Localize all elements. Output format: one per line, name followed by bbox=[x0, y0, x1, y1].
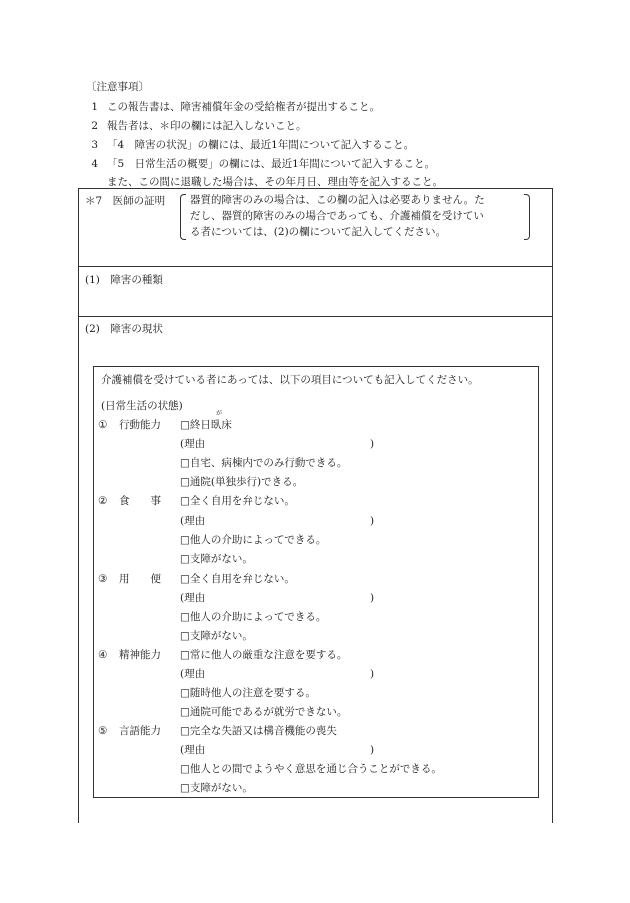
frame-top-border bbox=[78, 188, 553, 189]
daily-life-subheading: (日常生活の状態) bbox=[101, 400, 183, 412]
category-label: 精神能力 bbox=[119, 649, 161, 661]
category-number: ⑤ bbox=[98, 725, 108, 737]
category-number: ② bbox=[98, 495, 108, 507]
reason-open: (理由 bbox=[180, 744, 206, 756]
frame-right-border bbox=[552, 188, 553, 823]
note-text: 報告者は、＊印の欄には記入しないこと。 bbox=[107, 120, 307, 132]
care-box-bottom bbox=[93, 797, 539, 798]
note-text: この報告書は、障害補償年金の受給権者が提出すること。 bbox=[107, 101, 380, 113]
frame-left-border bbox=[78, 188, 79, 823]
reason-open: (理由 bbox=[180, 438, 206, 450]
checkbox-option: □通院(単独歩行)できる。 bbox=[180, 476, 304, 488]
row-divider bbox=[78, 266, 553, 267]
doctor-certificate-note: だし、器質的障害のみの場合であっても、介護補償を受けてい bbox=[190, 210, 484, 222]
checkbox-option: □全く自用を弁じない。 bbox=[180, 495, 295, 507]
note-number: 4 bbox=[91, 158, 98, 170]
bracket-right bbox=[524, 194, 530, 240]
reason-open: (理由 bbox=[180, 668, 206, 680]
checkbox-option: □他人の介助によってできる。 bbox=[180, 534, 327, 546]
disability-status-label: (2) 障害の現状 bbox=[85, 323, 163, 335]
bracket-left bbox=[180, 194, 186, 240]
notes-heading: 〔注意事項〕 bbox=[86, 81, 149, 93]
checkbox-option: □完全な失語又は構音機能の喪失 bbox=[180, 725, 337, 737]
category-number: ③ bbox=[98, 573, 108, 585]
note-number: 2 bbox=[91, 120, 98, 132]
care-box-left bbox=[93, 366, 94, 798]
category-label: 行動能力 bbox=[119, 419, 161, 431]
note-number: 3 bbox=[91, 139, 98, 151]
reason-close: ) bbox=[370, 668, 375, 680]
checkbox-option: □支障がない。 bbox=[180, 630, 253, 642]
doctor-certificate-note: る者については、(2)の欄について記入してください。 bbox=[190, 226, 446, 238]
doctor-certificate-label: ＊7 医師の証明 bbox=[85, 195, 166, 207]
reason-close: ) bbox=[370, 438, 375, 450]
care-box-top bbox=[93, 366, 539, 367]
checkbox-option: □常に他人の厳重な注意を要する。 bbox=[180, 649, 348, 661]
checkbox-option: □他人の介助によってできる。 bbox=[180, 611, 327, 623]
note-text: 「5 日常生活の概要」の欄には、最近1年間について記入すること。 bbox=[107, 158, 436, 170]
category-label: 用 便 bbox=[119, 573, 161, 585]
checkbox-option: □随時他人の注意を要する。 bbox=[180, 687, 316, 699]
doctor-certificate-note: 器質的障害のみの場合は、この欄の記入は必要ありません。た bbox=[190, 194, 485, 206]
reason-open: (理由 bbox=[180, 592, 206, 604]
category-number: ① bbox=[98, 419, 108, 431]
checkbox-option: □全く自用を弁じない。 bbox=[180, 573, 295, 585]
ruby-annotation: が bbox=[216, 410, 223, 417]
checkbox-option: □他人との間でようやく意思を通じ合うことができる。 bbox=[180, 763, 442, 775]
reason-open: (理由 bbox=[180, 515, 206, 527]
note-continuation: また、この間に退職した場合は、その年月日、理由等を記入すること。 bbox=[107, 176, 443, 188]
reason-close: ) bbox=[370, 592, 375, 604]
category-label: 言語能力 bbox=[119, 725, 161, 737]
note-number: 1 bbox=[91, 101, 98, 113]
checkbox-option: □支障がない。 bbox=[180, 553, 253, 565]
checkbox-option: □自宅、病棟内でのみ行動できる。 bbox=[180, 457, 348, 469]
reason-close: ) bbox=[370, 515, 375, 527]
checkbox-option: □終日臥床 bbox=[180, 419, 232, 431]
category-number: ④ bbox=[98, 649, 108, 661]
checkbox-option: □通院可能であるが就労できない。 bbox=[180, 706, 348, 718]
care-intro: 介護補償を受けている者にあっては、以下の項目についても記入してください。 bbox=[101, 374, 479, 386]
disability-type-label: (1) 障害の種類 bbox=[85, 274, 163, 286]
care-box-right bbox=[538, 366, 539, 798]
row-divider bbox=[78, 316, 553, 317]
category-label: 食 事 bbox=[119, 495, 161, 507]
note-text: 「4 障害の状況」の欄には、最近1年間について記入すること。 bbox=[107, 139, 415, 151]
checkbox-option: □支障がない。 bbox=[180, 782, 253, 794]
reason-close: ) bbox=[370, 744, 375, 756]
